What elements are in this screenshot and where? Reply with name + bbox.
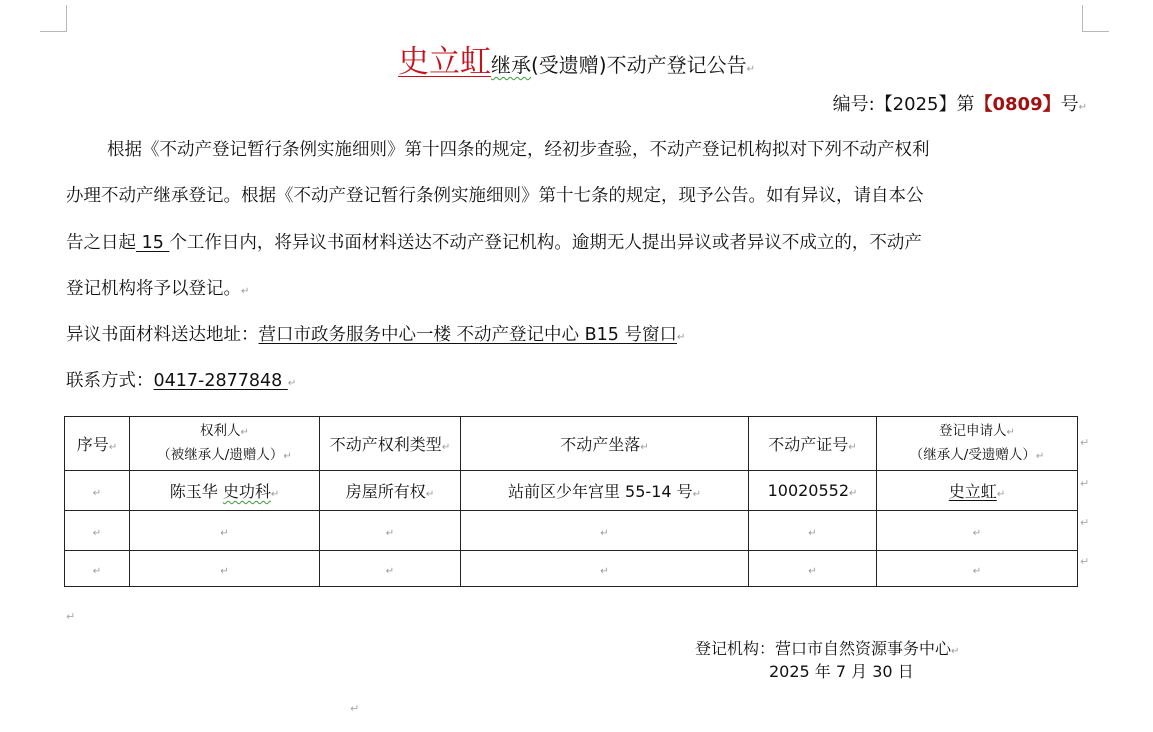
page-corner-mark-right [1082, 5, 1109, 32]
contact-info [66, 367, 1086, 392]
table-row [65, 551, 1078, 587]
header-right-type: 不动产权利类型↵ [320, 417, 461, 471]
cell-empty: ↵ [461, 511, 749, 551]
cell-empty: ↵ [877, 511, 1078, 551]
notice-days: 15 [136, 233, 170, 253]
body-line-1: 根据《不动产登记暂行条例实施细则》第十四条的规定，经初步查验，不动产登记机构拟对下列不动产权利 [107, 140, 930, 160]
row-end-mark: ↵ [1080, 477, 1090, 490]
header-seq: 序号↵ [65, 417, 130, 471]
body-line-2: 办理不动产继承登记。根据《不动产登记暂行条例实施细则》第十七条的规定，现予公告。如有异议，请自本公 [66, 186, 924, 206]
paragraph-mark: ↵ [746, 64, 755, 75]
cell-seq: ↵ [65, 471, 130, 511]
cell-empty: ↵ [320, 511, 461, 551]
header-cert-no: 不动产证号↵ [749, 417, 877, 471]
cell-empty: ↵ [877, 551, 1078, 587]
contact-label: 联系方式： [66, 371, 154, 391]
table-header-row [65, 417, 1078, 471]
serial-number [833, 90, 1087, 116]
page-corner-mark-left [40, 5, 67, 32]
body-line-4 [66, 275, 1086, 300]
cell-empty: ↵ [130, 551, 320, 587]
paragraph-mark: ↵ [287, 378, 297, 389]
body-line-3 [66, 229, 1086, 254]
address-label: 异议书面材料送达地址： [66, 325, 259, 345]
header-location: 不动产坐落↵ [461, 417, 749, 471]
registration-table [64, 416, 1078, 587]
paragraph-mark: ↵ [66, 610, 76, 623]
row-end-mark: ↵ [1080, 555, 1090, 568]
table-row [65, 471, 1078, 511]
serial-middle: 第 [956, 94, 975, 115]
address-value: 营口市政务服务中心一楼 不动产登记中心 B15 号窗口 [258, 325, 677, 345]
title-inherit: 继承 [491, 53, 531, 77]
body-line-4-text: 登记机构将予以登记。 [66, 279, 241, 299]
serial-number-value: 【0809】 [974, 94, 1061, 115]
row-end-mark: ↵ [1080, 436, 1090, 449]
cell-right-type: 房屋所有权↵ [320, 471, 461, 511]
cell-empty: ↵ [65, 551, 130, 587]
body-line-3-pre: 告之日起 [66, 233, 136, 253]
serial-year: 【2025】 [874, 94, 957, 115]
registration-agency: 登记机构：营口市自然资源事务中心↵ [695, 639, 960, 658]
cell-empty: ↵ [749, 551, 877, 587]
cell-empty: ↵ [130, 511, 320, 551]
notice-date: 2025 年 7 月 30 日 [769, 662, 914, 681]
cell-applicant: 史立虹↵ [877, 471, 1078, 511]
serial-suffix: 号 [1060, 94, 1079, 115]
paragraph-mark: ↵ [241, 286, 250, 297]
objection-address [66, 321, 1086, 346]
paragraph-mark: ↵ [676, 332, 686, 343]
row-end-mark: ↵ [1080, 516, 1090, 529]
notice-title [0, 36, 1153, 81]
serial-prefix: 编号: [832, 94, 875, 115]
contact-phone: 0417-2877848 [153, 371, 288, 391]
title-rest: (受遗赠)不动产登记公告 [531, 53, 747, 77]
cell-empty: ↵ [749, 511, 877, 551]
title-name: 史立虹 [398, 44, 491, 80]
paragraph-mark: ↵ [350, 702, 360, 715]
cell-empty: ↵ [65, 511, 130, 551]
header-holder: 权利人↵ （被继承人/遗赠人）↵ [130, 417, 320, 471]
cell-cert-no: 10020552↵ [749, 471, 877, 511]
paragraph-mark: ↵ [1078, 102, 1087, 113]
header-applicant: 登记申请人↵ （继承人/受遗赠人）↵ [877, 417, 1078, 471]
cell-holder: 陈玉华 史功科↵ [130, 471, 320, 511]
body-line-3-post: 个工作日内，将异议书面材料送达不动产登记机构。逾期无人提出异议或者异议不成立的，不动产 [169, 233, 922, 253]
table-row [65, 511, 1078, 551]
cell-empty: ↵ [461, 551, 749, 587]
cell-empty: ↵ [320, 551, 461, 587]
cell-location: 站前区少年宫里 55-14 号↵ [461, 471, 749, 511]
